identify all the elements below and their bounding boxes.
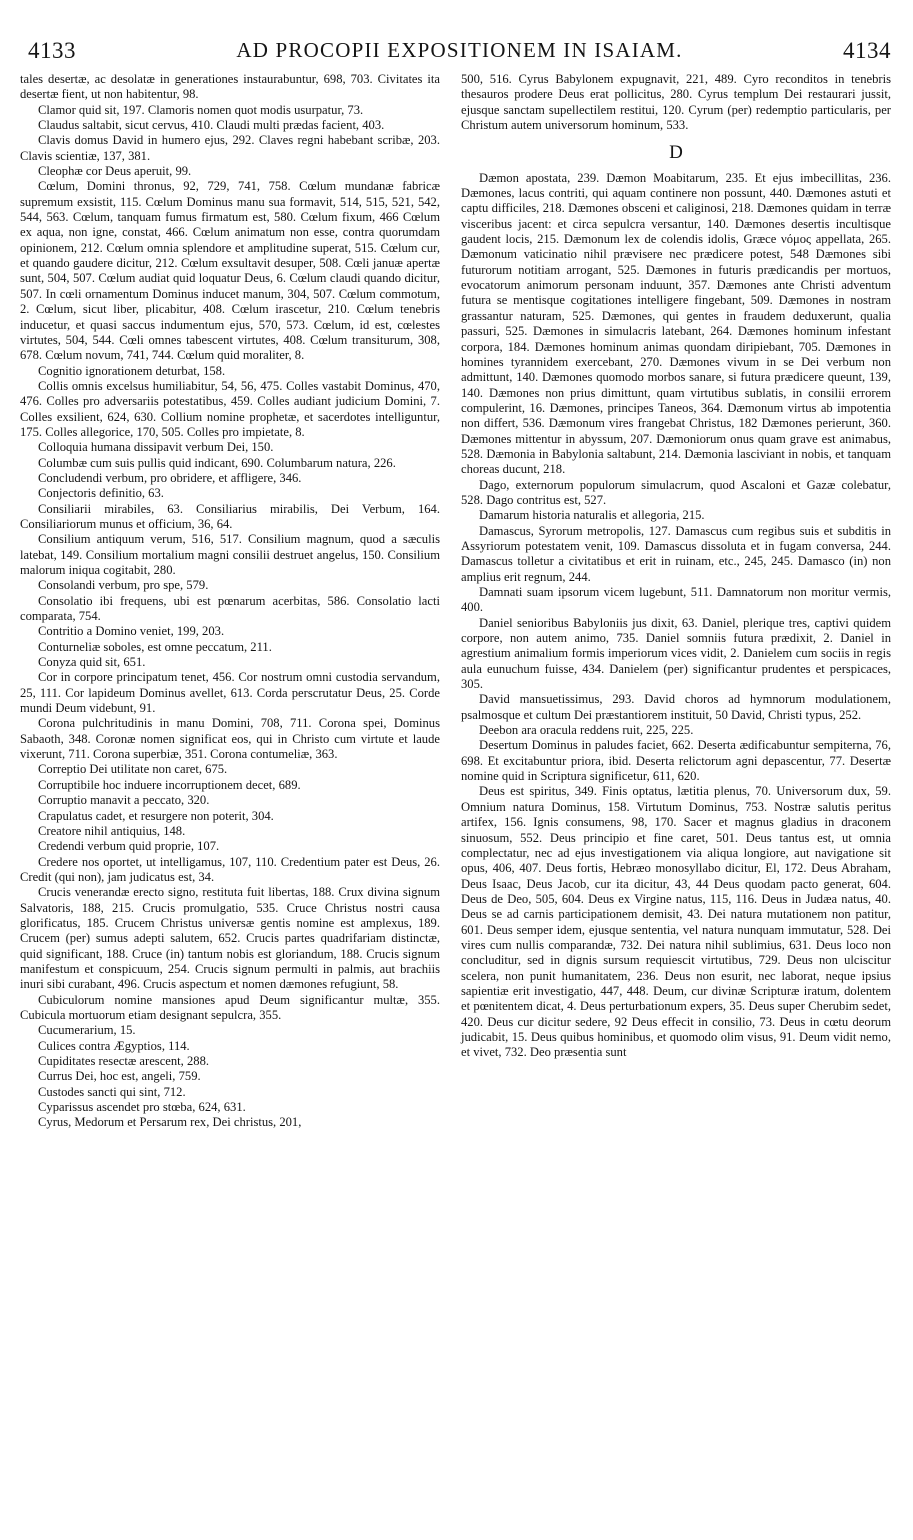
index-entry-continued: 500, 516. Cyrus Babylonem expugnavit, 221, 489. Cyro reconditos in tenebris thesauros prodere Deus erat pollicitus, 280. Cyrus templum Dei restaurari jussit, ejusque sanctam supellectilem restitui, 120. Cyrum (per) redemptio particularis, per Christum autem universorum hominum, 533.: [461, 72, 891, 133]
index-entry: Dæmon apostata, 239. Dæmon Moabitarum, 235. Et ejus imbecillitas, 236. Dæmones, lacus contriti, qui aquam continere non possunt, 440. Dæmones astuti et captu difficiles, 218. Dæmones obsceni et caliginosi, 218. Dæmones quidam in terræ visceribus jacent: et circa sepulcra versantur, 140. Dæmones desertis incultisque gaudent locis, 215. Dæmonum lex de colendis idolis, Græce νόμος appellata, 265. Dæmonum vaticinatio nihil prævisere nec prædicere potest, 548 Dæmones sibi futurorum notitiam arrogant, 525. Dæmones in futuris prædicandis per mortuos, evocatorum animorum personam induunt, 357. Dæmones ante Christi adventum futura se mentisque cogitationes intelligere fingebant, 509. Dæmones in nostram grassantur naturam, 525. Dæmones, qui gentes in fraudem deduxerunt, qualia passuri, 525. Dæmones in simulacris latebant, 264. Dæmones hominum infestant corpora, 184. Dæmones hominum animas quondam diripiebant, 705. Dæmones in homines tyrannidem exercebant, 270. Dæmones vivum in se Dei verbum non admittunt, 140. Dæmones quomodo morbos sanare, si futura prædicere queunt, 139, 140. Dæmones non prius dimittunt, quam virtutibus sublatis, in consilii errorem compulerint, 16. Dæmones, principes Taneos, 364. Dæmonum virtus ab impotentia non differt, 536. Dæmonum vires frangebat Christus, 182 Dæmones perierunt, 360. Dæmones mittentur in abyssum, 207. Dæmoniorum onus quam grave est animabus, 528. Dæmonia in Babylonia saltabunt, 214. Dæmonia lasciviant in nobis, et tanquam choreas ducunt, 218.: [461, 170, 891, 477]
index-entry: Cupiditates resectæ arescent, 288.: [38, 1054, 210, 1068]
index-entry: Cubiculorum nomine mansiones apud Deum significantur multæ, 355. Cubicula mortuorum etiam designant sepulcra, 355.: [20, 992, 440, 1022]
index-entry: Clavis domus David in humero ejus, 292. Claves regni habebant scribæ, 203. Clavis scientiæ, 137, 381.: [20, 133, 440, 163]
index-entry: Deus est spiritus, 349. Finis optatus, lætitia plenus, 70. Universorum dux, 59. Omnium natura Dominus, 158. Virtutum Dominus, 753. Nostræ salutis peritus artifex, 156. Ignis consumens, 98, 170. Sacer et magnus gladius in draconem sinuosum, 552. Deus principio et fine caret, 501. Deus tantus est, ut omnia complectatur, nec ad ejus investigationem via aliqua longiore, aut navigatione sit opus, 406, 407. Deus fortis, Hebræo monosyllabo dicitur, El, 172. Deus Abraham, Deus Isaac, Deus Jacob, cur ita dicitur, 43, 44 Deus quodam pacto generat, 604. Deus de Deo, 505, 604. Deus ex Virgine natus, 115, 116. Deus in Judæa natus, 40. Deus se ad carnis participationem demisit, 43. Dei natura mutationem non patitur, 601. Deus semper idem, ejusque sententia, vel natura nunquam immutatur, 528. Dei vires cum nullis comparandæ, 732. Dei natura nihil sublimius, 631. Deus loco non concluditur, sed in dignis sursum requiescit virtutibus, 729. Deus non ulciscitur scelera, non punit humanitatem, 236. Deus non esurit, nec laborat, neque ipsius sapientiæ erit investigatio, 447, 448. Deum, cur divinæ Scripturæ iratum, dolentem et pœnitentem dicat, 4. Deus perturbationum expers, 35. Deus super Cherubim sedet, 420. Deus cur dicitur sedere, 92 Deus effecit in consilio, 73. Deus in cœtu deorum judicabit, 15. Deus quibus hominibus, et quomodo olim visus, 91. Deum vidit nemo, et vivet, 732. Deo præsentia sunt: [461, 784, 891, 1060]
index-entry: Dago, externorum populorum simulacrum, quod Ascaloni et Gazæ colebatur, 528. Dago contritus est, 527.: [461, 477, 891, 507]
index-entry: Credere nos oportet, ut intelligamus, 107, 110. Credentium pater est Deus, 26. Credit (qui non), jam judicatus est, 34.: [20, 854, 440, 884]
index-entry: Conyza quid sit, 651.: [38, 655, 146, 670]
index-entry: Deebon ara oracula reddens ruit, 225, 225.: [479, 723, 694, 738]
index-entry: Crapulatus cadet, et resurgere non poterit, 304.: [38, 808, 274, 823]
index-entry: Conturneliæ soboles, est omne peccatum, 211.: [38, 639, 272, 654]
index-entry: Credendi verbum quid proprie, 107.: [38, 839, 220, 854]
index-entry: Cognitio ignorationem deturbat, 158.: [38, 363, 226, 378]
index-entry: Claudus saltabit, sicut cervus, 410. Claudi multi prædas facient, 403.: [38, 118, 385, 133]
page-number-right: 4134: [843, 38, 891, 63]
index-entry: Cœlum, Domini thronus, 92, 729, 741, 758. Cœlum mundanæ fabricæ supremum exsistit, 115. Cœlum Dominus manu sua formavit, 514, 515, 521, 542, 544, 563. Cœlum, tanquam fumus firmatum est, 580. Cœlum fixum, 466 Cœlum ex aqua, non igne, constat, 466. Cœlum animatum non esse, contra quorumdam opinionem, 212. Cœlum omnia splendore et amplitudine superat, 515. Cœlum cur, et quando gaudere dicitur, 212. Cœlum exsultavit desuper, 508. Cœli januæ apertæ sunt, 504, 507. Cœlum audiat quid loquatur Deus, 6. Cœlum claudi quando dicitur, 507. In cœli ornamentum Dominus inducet manum, 304, 507. Cœlum commotum, 2. Cœlum, sicut liber, plicabitur, 408. Cœlum irascetur, 210. Cœlum tenebris inducetur, et quasi saccus indumentum ejus, 570, 573. Cœlum, id est, cœlestes virtutes, 504, 544. Cœli omnes tabescent virtutes, 408. Cœlum transiturum, 308, 678. Cœlum novum, 741, 744. Cœlum quid moraliter, 8.: [20, 179, 440, 363]
index-entry: Collis omnis excelsus humiliabitur, 54, 56, 475. Colles vastabit Dominus, 470, 476. Colles pro adversariis potestatibus, 459. Colles audiant judicium Domini, 7. Colles exsilient, 624, 630. Collium nomine prophetæ, et sacerdotes intelliguntur, 175. Colles allegorice, 170, 505. Colles pro impietate, 8.: [20, 378, 440, 439]
index-entry: Cor in corpore principatum tenet, 456. Cor nostrum omni custodia servandum, 25, 111. Cor lapideum Dominus avellet, 613. Corda perscrutatur Deus, 25. Corde mundi Deum videbunt, 91.: [20, 670, 440, 716]
index-entry: Columbæ cum suis pullis quid indicant, 690. Columbarum natura, 226.: [38, 455, 396, 470]
index-entry: Daniel senioribus Babyloniis jus dixit, 63. Daniel, plerique tres, captivi quidem corpore, non autem animo, 735. Daniel somniis futura prædixit, 2. Daniel in agrestium animalium formis imperiorum vices vidit, 2. Danielem cum sociis in regis aula eunuchum fuisse, 434. Danielem (per) significantur prudentes et perspicaces, 305.: [461, 615, 891, 692]
index-entry: Consilium antiquum verum, 516, 517. Consilium magnum, quod a sæculis latebat, 149. Consilium mortalium magni consilii destruet angelus, 150. Consilium malorum iniqua cogitabit, 280.: [20, 532, 440, 577]
index-entry: David mansuetissimus, 293. David choros ad hymnorum modulationem, psalmosque et cultum Dei præstantiorem instituit, 50 David, Christi typus, 252.: [461, 692, 891, 722]
page-header: [28, 38, 891, 68]
index-entry: Cleophæ cor Deus aperuit, 99.: [38, 164, 192, 179]
index-entry: Colloquia humana dissipavit verbum Dei, 150.: [38, 440, 274, 455]
index-entry: Corona pulchritudinis in manu Domini, 708, 711. Corona spei, Dominus Sabaoth, 348. Coronæ nomen significat eos, qui in Christo cum virtute et laude vixerunt, 711. Corona superbiæ, 351. Corona contumeliæ, 363.: [20, 716, 440, 762]
index-column-left: [20, 72, 440, 1131]
index-entry: Crucis venerandæ erecto signo, restituta fuit libertas, 188. Crux divina signum Salvatoris, 188, 215. Crucis promulgatio, 535. Cruce Christus nostri causa glorificatus, 185. Crucem Christus universæ gentis nomine est amplexus, 189. Crucem (per) sumus adepti salutem, 652. Crucis partes quadrifariam distinctæ, quid significant, 188. Cruce (in) tantum nobis est gloriandum, 188. Crucis signum manifestum et conspicuum, 254. Crucis signum permulti in palmis, aut brachiis inuri sibi curabant, 496. Crucis aspectum et nomen dæmones refugiunt, 58.: [20, 885, 440, 992]
page-title: AD PROCOPII EXPOSITIONEM IN ISAIAM.: [236, 38, 683, 62]
index-entry: Custodes sancti qui sint, 712.: [38, 1084, 186, 1099]
index-entry: Cucumerarium, 15.: [38, 1023, 136, 1038]
index-entry: Cyrus, Medorum et Persarum rex, Dei christus, 201,: [38, 1115, 302, 1130]
index-entries-d: [461, 171, 891, 1061]
index-entry: Cyparissus ascendet pro stœba, 624, 631.: [38, 1100, 246, 1115]
index-entry: Damascus, Syrorum metropolis, 127. Damascus cum regibus suis et subditis in Assyriorum potestatem venit, 109. Damascus dissoluta et in fugam conversa, 244. Damascus tolletur a civitatibus et erit in ruinam, etc., 245, 245. Damasco (in) non amplius erit regnum, 244.: [461, 523, 891, 584]
index-entry: Corruptio manavit a peccato, 320.: [38, 793, 210, 808]
index-entry: Damarum historia naturalis et allegoria, 215.: [479, 508, 705, 523]
index-entry: Correptio Dei utilitate non caret, 675.: [38, 762, 228, 777]
page-number-left: 4133: [28, 38, 76, 63]
index-column-right: [461, 72, 891, 1061]
index-entry: Clamor quid sit, 197. Clamoris nomen quot modis usurpatur, 73.: [38, 102, 364, 117]
index-entry: Concludendi verbum, pro obridere, et affligere, 346.: [38, 470, 302, 485]
section-letter: D: [669, 142, 683, 164]
index-entry: Corruptibile hoc induere incorruptionem decet, 689.: [38, 777, 301, 792]
index-entry: Damnati suam ipsorum vicem lugebunt, 511. Damnatorum non moritur vermis, 400.: [461, 585, 891, 615]
index-entry: Desertum Dominus in paludes faciet, 662. Deserta ædificabuntur sempiterna, 76, 698. Et excitabuntur priora, ibid. Deserta relictorum agni depascentur, 77. Desertæ nomine quid in Scriptura significetur, 611, 620.: [461, 738, 891, 784]
index-entry: Culices contra Ægyptios, 114.: [38, 1038, 190, 1053]
index-entry: Conjectoris definitio, 63.: [38, 486, 164, 501]
index-entry: tales desertæ, ac desolatæ in generationes instaurabuntur, 698, 703. Civitates ita desertæ fient, ut non habitentur, 98.: [20, 72, 440, 102]
index-entry: Consiliarii mirabiles, 63. Consiliarius mirabilis, Dei Verbum, 164. Consiliariorum munus et officium, 36, 64.: [20, 501, 440, 531]
index-entry: Creatore nihil antiquius, 148.: [38, 823, 186, 838]
index-entry: Currus Dei, hoc est, angeli, 759.: [38, 1069, 201, 1084]
index-entry: Contritio a Domino veniet, 199, 203.: [38, 624, 225, 639]
index-entry: Consolatio ibi frequens, ubi est pœnarum acerbitas, 586. Consolatio lacti comparata, 754.: [20, 593, 440, 624]
index-entry: Consolandi verbum, pro spe, 579.: [38, 578, 209, 593]
